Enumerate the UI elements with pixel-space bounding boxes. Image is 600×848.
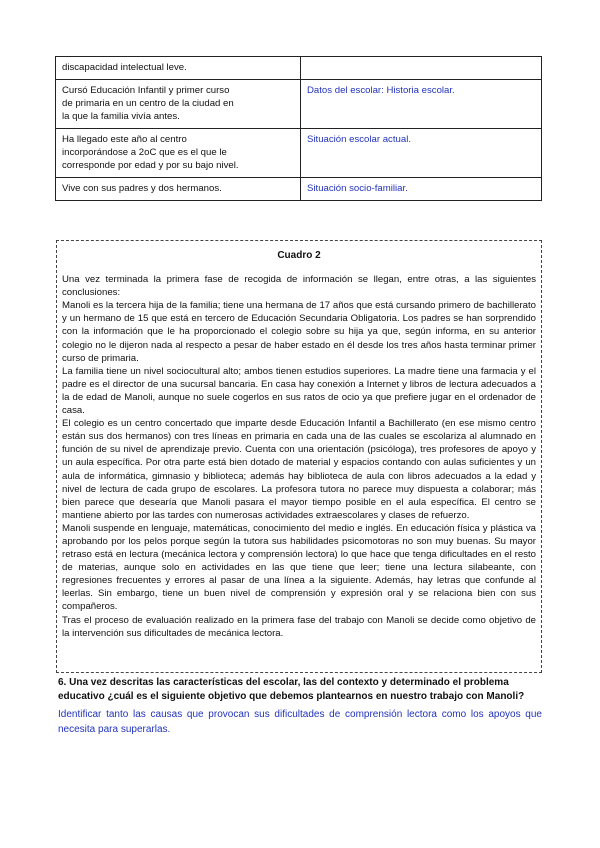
table-cell-description: [56, 178, 301, 201]
table-cell-description: [56, 80, 301, 129]
cuadro-paragraph: Manoli es la tercera hija de la familia; tiene una hermana de 17 años que está cursando primero de bachillerato y un hermano de 15 que está en tercero de Educación Secundaria Obligatoria. Los padres se han sorprendido con la información que le ha proporcionado el colegio sobre su hija ya que, según informa, en su anterior colegio no le dijeron nada al respecto a pesar de haber estado en él desde los tres años hasta terminar primer curso de primaria.: [62, 300, 536, 364]
cell-line: de primaria en un centro de la ciudad en: [62, 98, 234, 109]
info-table: [55, 56, 542, 201]
cell-line: Cursó Educación Infantil y primer curso: [62, 85, 230, 96]
cuadro-paragraph: El colegio es un centro concertado que imparte desde Educación Infantil a Bachillerato (en ese mismo centro están sus dos hermanos) con tres líneas en primaria en cada una de las cuales se escolariza al alumnado en función de su nivel de aprendizaje previo. Cuenta con una orientación (psicóloga), tres profesores de apoyo y un aula específica. Por otra parte está bien dotado de material y espacios contando con aulas suficientes y un aula de informática, gimnasio y biblioteca; además hay biblioteca de aula con libros adecuados a la edad y nivel de lectura de cada grupo de escolares. La profesora tutora no parece muy dispuesta a colaborar; más bien parece que desearía que Manoli pasara el mayor tiempo posible en el aula específica. El centro se mantiene abierto por las tardes con numerosas actividades extraescolares y clases de refuerzo.: [62, 418, 536, 521]
question-text: 6. Una vez descritas las características del escolar, las del contexto y determinado el problema educativo ¿cuál es el siguiente objetivo que debemos plantearnos en nuestro trabajo con Manoli?: [58, 677, 525, 702]
table-row: [56, 80, 542, 129]
cuadro-paragraph: Tras el proceso de evaluación realizado en la primera fase del trabajo con Manoli se decide como objetivo de la intervención sus dificultades de mecánica lectora.: [62, 614, 536, 639]
answer-text: Identificar tanto las causas que provocan sus dificultades de comprensión lectora como los apoyos que necesita para superarlas.: [58, 709, 542, 735]
table-cell-category: [301, 57, 542, 80]
table-row: [56, 178, 542, 201]
table-row: [56, 57, 542, 80]
table-cell-description: [56, 129, 301, 178]
table-cell-category: Situación socio-familiar.: [301, 178, 542, 201]
cuadro-2-box: [56, 240, 542, 673]
table-cell-category: Situación escolar actual.: [301, 129, 542, 178]
cell-line: Ha llegado este año al centro: [62, 134, 187, 145]
cell-line: incorporándose a 2oC que es el que le: [62, 147, 227, 158]
cell-line: la que la familia vivía antes.: [62, 111, 180, 122]
cuadro-paragraph: La familia tiene un nivel sociocultural alto; ambos tienen estudios superiores. La madre tiene una farmacia y el padre es el director de una sucursal bancaria. En casa hay conexión a Internet y libros de lectura adecuados a la de edad de Manoli, aunque no suele cogerlos en sus ratos de ocio ya que prefiere jugar en el ordenador de casa.: [62, 365, 536, 417]
cell-line: corresponde por edad y por su bajo nivel.: [62, 160, 239, 171]
cell-line: discapacidad intelectual leve.: [62, 62, 187, 73]
table-cell-description: [56, 57, 301, 80]
cuadro-paragraph: Manoli suspende en lenguaje, matemáticas, conocimiento del medio e inglés. En educación física y plástica va aprobando por los pelos porque según la tutora sus habilidades psicomotoras no son muy buenas. Su mayor retraso está en lectura (mecánica lectora y comprensión lectora) lo que hace que tenga dificultades en el resto de materias, aunque solo en actividades en las que tiene que leer; tiene una lectura silabeante, con regresiones frecuentes y errores al pasar de una línea a la siguiente. Además, hay letras que confunde al leerlas. Sin embargo, tiene un buen nivel de comprensión y expresión oral y se relaciona bien con sus compañeros.: [62, 522, 536, 613]
table-cell-category: Datos del escolar: Historia escolar.: [301, 80, 542, 129]
cuadro-paragraph: Una vez terminada la primera fase de recogida de información se llegan, entre otras, a las siguientes conclusiones:: [62, 274, 536, 299]
cuadro-title: Cuadro 2: [277, 250, 321, 261]
table-row: [56, 129, 542, 178]
cell-line: Vive con sus padres y dos hermanos.: [62, 183, 222, 194]
